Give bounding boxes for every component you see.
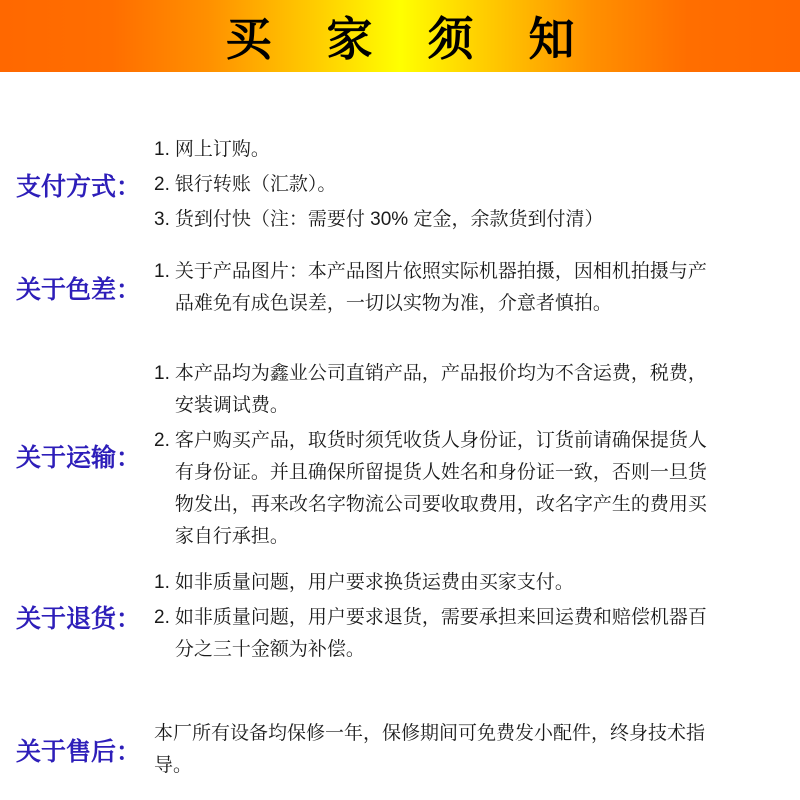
notice-sections xyxy=(0,72,800,782)
notice-item xyxy=(154,204,603,236)
notice-item xyxy=(154,425,716,553)
item-number: 2. xyxy=(154,607,170,628)
section-label-column xyxy=(0,732,148,768)
notice-item xyxy=(154,256,716,320)
notice-item xyxy=(154,134,603,166)
section-label-payment: 支付方式： xyxy=(16,173,142,201)
section-label-column xyxy=(0,599,148,635)
item-text: 如非质量问题，用户要求换货运费由买家支付。 xyxy=(174,572,574,593)
section-content-shipping xyxy=(148,358,716,553)
banner xyxy=(0,0,800,72)
item-text: 关于产品图片：本产品图片依照实际机器拍摄，因相机拍摄与产品难免有成色误差，一切以实物为准，介意者慎拍。 xyxy=(174,261,707,314)
section-after-sales xyxy=(0,718,800,782)
item-text: 客户购买产品，取货时须凭收货人身份证，订货前请确保提货人有身份证。并且确保所留提货人姓名和身份证一致，否则一旦货物发出，再来改名字物流公司要收取费用，改名字产生的费用买家自行承担。 xyxy=(174,430,707,547)
item-text: 银行转账（汇款）。 xyxy=(174,174,337,195)
notice-item xyxy=(154,567,716,599)
section-content-payment xyxy=(148,134,603,236)
notice-item xyxy=(154,602,716,666)
notice-item xyxy=(154,169,603,201)
item-number: 1. xyxy=(154,363,170,384)
section-content-returns xyxy=(148,567,716,666)
item-number: 2. xyxy=(154,174,170,195)
item-text: 本厂所有设备均保修一年，保修期间可免费发小配件，终身技术指导。 xyxy=(154,723,706,776)
notice-item xyxy=(154,358,716,422)
item-text: 货到付快（注：需要付 30% 定金，余款货到付清） xyxy=(174,209,604,230)
section-label-color-difference: 关于色差： xyxy=(16,276,142,304)
item-number: 1. xyxy=(154,261,170,282)
section-label-returns: 关于退货： xyxy=(16,604,142,633)
notice-item xyxy=(154,718,716,782)
item-number: 2. xyxy=(154,430,170,451)
item-text: 本产品均为鑫业公司直销产品，产品报价均为不含运费，税费，安装调试费。 xyxy=(174,363,707,416)
section-returns xyxy=(0,567,800,666)
item-number: 1. xyxy=(154,139,170,160)
section-label-column xyxy=(0,270,148,306)
section-content-color-difference xyxy=(148,256,716,320)
section-content-after-sales xyxy=(148,718,716,782)
section-label-column xyxy=(0,167,148,203)
section-color-difference xyxy=(0,256,800,320)
section-label-shipping: 关于运输： xyxy=(16,443,142,472)
section-label-after-sales: 关于售后： xyxy=(16,738,142,766)
item-text: 如非质量问题，用户要求退货，需要承担来回运费和赔偿机器百分之三十金额为补偿。 xyxy=(174,607,707,660)
section-payment-methods xyxy=(0,134,800,236)
section-shipping xyxy=(0,358,800,553)
item-text: 网上订购。 xyxy=(174,139,270,160)
page-title: 买家须知 xyxy=(225,13,630,65)
item-number: 3. xyxy=(154,209,170,230)
item-number: 1. xyxy=(154,572,170,593)
section-label-column xyxy=(0,438,148,474)
